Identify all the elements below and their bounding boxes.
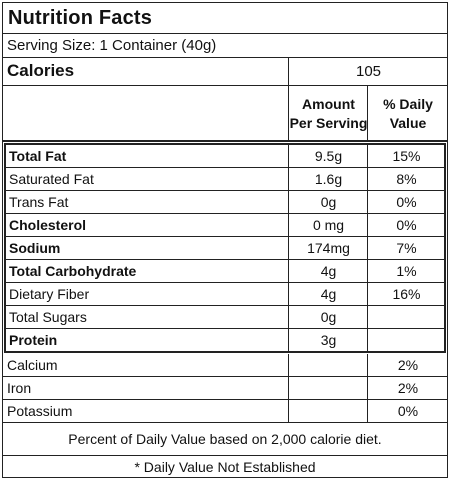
nutrient-name: Total Fat [9,148,67,164]
column-header-row [3,86,447,142]
mineral-row-iron [3,377,447,400]
nutrient-amount: 3g [288,329,368,352]
nutrition-facts-label [2,2,448,478]
mineral-row-potassium [3,400,447,423]
nutrient-amount: 1.6g [288,168,368,191]
nutrient-row-total-carbohydrate [6,260,444,283]
calories-row [3,58,447,86]
mineral-name: Iron [7,380,32,396]
dv-header-line2: Value [389,115,427,131]
nutrient-row-protein [6,329,444,352]
nutrient-daily-value: 16% [367,283,445,306]
nutrient-row-cholesterol [6,214,444,237]
mineral-name: Potassium [7,403,73,419]
daily-value-not-established-note: * Daily Value Not Established [134,459,316,475]
nutrient-table [4,143,446,353]
nutrient-daily-value: 1% [367,260,445,283]
nutrient-daily-value: 0% [367,214,445,237]
nutrient-daily-value: 7% [367,237,445,260]
mineral-amount [288,354,368,377]
mineral-daily-value: 0% [367,400,448,423]
nutrient-name: Trans Fat [9,194,69,210]
amount-per-serving-header [288,86,368,142]
nutrient-amount: 174mg [288,237,368,260]
serving-size: Serving Size: 1 Container (40g) [3,34,447,58]
amount-header-line2: Per Serving [289,115,368,131]
nutrient-daily-value [367,329,445,352]
nutrient-name: Total Sugars [9,309,87,325]
mineral-daily-value: 2% [367,377,448,400]
nutrient-name: Sodium [9,240,61,256]
mineral-amount [288,377,368,400]
nutrient-amount: 4g [288,283,368,306]
nutrient-row-total-sugars [6,306,444,329]
daily-value-header [367,86,448,142]
percent-daily-value-note: Percent of Daily Value based on 2,000 calorie diet. [3,423,447,456]
nutrient-daily-value [367,306,445,329]
nutrient-amount: 0g [288,306,368,329]
nutrient-row-sodium [6,237,444,260]
nutrient-row-saturated-fat [6,168,444,191]
nutrient-name: Protein [9,332,58,348]
nutrient-amount: 9.5g [288,145,368,168]
dv-header-line1: % Daily [383,96,433,112]
mineral-amount [288,400,368,423]
nutrient-row-trans-fat [6,191,444,214]
nutrient-row-dietary-fiber [6,283,444,306]
nutrient-name: Dietary Fiber [9,286,90,302]
mineral-name: Calcium [7,357,58,373]
label-title: Nutrition Facts [3,3,447,34]
mineral-row-calcium [3,354,447,377]
nutrient-amount: 4g [288,260,368,283]
amount-header-line1: Amount [302,96,355,112]
nutrient-daily-value: 0% [367,191,445,214]
nutrient-daily-value: 8% [367,168,445,191]
nutrient-amount: 0g [288,191,368,214]
nutrient-row-total-fat [6,145,444,168]
nutrient-daily-value: 15% [367,145,445,168]
nutrient-name: Total Carbohydrate [9,263,137,279]
nutrient-name: Cholesterol [9,217,87,233]
calories-value: 105 [288,58,448,86]
mineral-daily-value: 2% [367,354,448,377]
calories-label: Calories [7,61,75,80]
nutrient-amount: 0 mg [288,214,368,237]
nutrient-name: Saturated Fat [9,171,94,187]
